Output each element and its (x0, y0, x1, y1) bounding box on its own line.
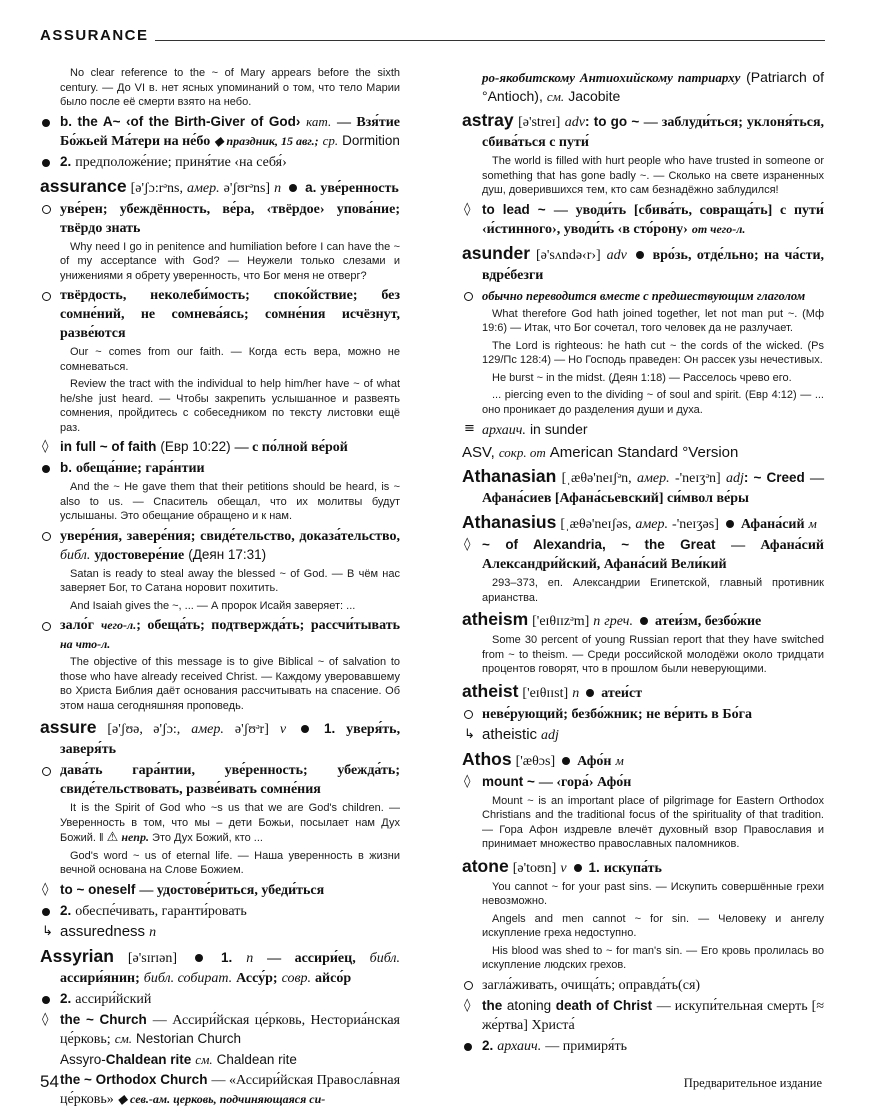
circle-icon (42, 286, 56, 304)
derivative-word[interactable]: atheistic (482, 725, 538, 743)
page-number: 54 (40, 1072, 59, 1091)
subsense-text: удостовере́ние (94, 547, 185, 563)
pronunciation: [ə'sʌndə‹r›] (535, 247, 601, 263)
idiom-phrase: the ~ Orthodox Church (60, 1071, 208, 1087)
example-text: Это Дух Божий, кто ... (152, 832, 263, 844)
translation: вро́зь, отде́льно; на ча́сти, вдре́безги (482, 247, 825, 283)
derivative (462, 726, 824, 745)
pronunciation-amer: -'neɪʒᵊn] (674, 471, 721, 486)
subsense (462, 976, 824, 995)
note: 293–373, еп. Александрии Египетской, главный противник арианства. (482, 577, 824, 604)
pronunciation: [ə'ʃʊə, ə'ʃɔ:, (107, 722, 181, 737)
subsense (40, 286, 400, 343)
diamond-icon: ◊ (464, 773, 471, 789)
bullet-icon (195, 954, 203, 962)
example-text: It is the Spirit of God who ~s us that we are God's children. — Уверенность в том, что мы – дети Божьи, посылает нам Дух Божий. ‖ (60, 802, 400, 844)
circle-icon (464, 976, 478, 994)
idiom (462, 536, 824, 574)
part-of-speech: adj (541, 727, 559, 743)
idiom (40, 1011, 400, 1049)
headword: atheism (462, 609, 529, 629)
bullet-icon (640, 617, 648, 625)
label: на что-л. (60, 637, 111, 651)
cross-ref-dormition[interactable]: Dormition (342, 132, 400, 148)
sense-number: 1. (323, 721, 336, 736)
headword: asunder (462, 242, 531, 263)
bullet-icon (726, 520, 734, 528)
label-amer: амер. (636, 471, 670, 486)
idiom-phrase: atoning (506, 997, 552, 1013)
circle-icon (464, 705, 478, 723)
bullet-icon (301, 725, 309, 733)
headword: assure (40, 717, 97, 737)
headword: ASV, (462, 444, 495, 461)
translation: уверя́ть, заверя́ть (60, 722, 401, 757)
bullet-icon (42, 153, 56, 171)
entry-assurance (40, 177, 400, 714)
pronunciation-amer: ə'ʃʊᵊr] (234, 722, 269, 737)
translation: обеспе́чивать, гаранти́ровать (75, 903, 247, 919)
translation: — Афана́сиев [Афана́сьевский] си́мвол ве́ры (482, 471, 825, 506)
headword: Assyrian (40, 945, 114, 966)
diamond-icon: ◊ (464, 537, 471, 552)
idiom (462, 201, 824, 239)
subsense-text: неве́рующий; безбо́жник; не ве́рить в Бо́га (482, 706, 752, 722)
example: And the ~ He gave them that their petitions should be heard, is ~ also to us. — Спаситель обещал, что их молитвы будут услышаны. Это обещание обращено и к нам. (60, 481, 400, 522)
example: Angels and men cannot ~ for sin. — Человеку и ангелу искупление греха недоступно. (482, 912, 824, 939)
derivative-arrow-icon: ↳ (464, 726, 475, 742)
sense-b (40, 459, 400, 478)
idiom-phrase: in full ~ of faith (60, 439, 157, 454)
subsense (40, 761, 400, 799)
bullet-icon (562, 757, 570, 765)
translation: — Афана́сий Александри́йский, Афана́сий Вели́кий (482, 538, 824, 572)
bullet-icon (574, 864, 582, 872)
idiom-phrase: death of Christ (555, 997, 653, 1013)
sense-number: 2. (60, 990, 72, 1006)
part-of-speech: n (246, 950, 254, 966)
idiom (462, 997, 824, 1035)
label-modern: совр. (281, 970, 312, 986)
circle-icon (42, 527, 56, 545)
warning-triangle-icon: ⚠ (106, 830, 119, 845)
note: от чего-л. (691, 221, 746, 236)
example: The objective of this message is to give Biblical ~ of salvation to those who have already received Christ. — Каждому уверовавшему во Христа Библия даёт основания рассчитывать на спасение. Об этом наша сегодняшняя проповедь. (60, 656, 400, 712)
label-archaic: архаич. (497, 1038, 542, 1054)
pronunciation: ['eɪθɪɪst] (522, 685, 569, 701)
bullet-icon (42, 113, 56, 131)
translation: — искупи́тельная смерть [≈ же́ртва] Христа́ (482, 998, 825, 1033)
cross-ref-american-standard-version[interactable]: American Standard °Version (549, 444, 739, 461)
example: He burst ~ in the midst. (Деян 1:18) — Расселось чрево его. (492, 371, 792, 384)
sense-2 (462, 1037, 824, 1056)
example: You cannot ~ for your past sins. — Искупить совершённые грехи невозможно. (482, 880, 824, 907)
subsense-text: увере́ния, завере́ния; свиде́тельство, доказа́тельство, (60, 528, 400, 544)
synonym (462, 420, 824, 440)
translation: уве́ренность (320, 180, 399, 196)
sense-phrase: b. the A~ ‹of the Birth-Giver of God› (60, 113, 301, 129)
headword: assurance (40, 175, 127, 196)
translation: ассири́янин; (60, 970, 140, 986)
diamond-icon: ◊ (42, 439, 49, 454)
subsense-text: загла́живать, очища́ть; оправда́ть(ся) (482, 977, 701, 993)
translation: Афана́сий (740, 517, 805, 532)
translation: атеи́зм, безбо́жие (654, 614, 762, 629)
subsense-text: уве́рен; убеждённость, ве́ра, ‹твёрдое› упова́ние; твёрдо знать (60, 201, 400, 236)
entry-atheism (462, 610, 824, 677)
idiom-phrase: to ~ oneself (60, 881, 136, 897)
sense-number: 2. (482, 1037, 494, 1053)
example: The Lord is righteous: he hath cut ~ the cords of the wicked. (Ps 129/Пс 128:4) — Но Господь праведен: Он рассек узы нечестивых. (482, 339, 824, 366)
translation: — удостове́риться, убеди́ться (139, 882, 325, 898)
note: ◆ сев.-ам. церковь, подчиняющаяся си- (117, 1091, 326, 1106)
subsense-text: дава́ть гара́нтии, уве́ренность; убежда́ть; свиде́тельствовать, разве́ивать сомне́ния (60, 763, 400, 797)
example: And Isaiah gives the ~, ... — А пророк Исайя заверяет: ... (70, 599, 356, 612)
headword: atheist (462, 680, 519, 701)
translation: — ‹гора́› Афо́н (538, 774, 632, 790)
synonym-word: in sunder (529, 421, 588, 437)
bullet-icon (636, 251, 644, 259)
label-archaic: архаич. (482, 423, 526, 438)
idiom (40, 881, 400, 900)
entry-asunder (462, 244, 824, 441)
circle-icon (42, 200, 56, 218)
derivative-arrow-icon: ↳ (42, 923, 53, 939)
entry-atone (462, 857, 824, 1056)
edition-label: Предварительное издание (683, 1076, 822, 1090)
headword: Athanasian (462, 466, 557, 486)
sense-number: 1. (220, 949, 233, 965)
idiom (40, 1051, 400, 1069)
example: The world is filled with hurt people who have trusted in someone or something that has gone badly ~. — Сколько на свете израненных душ, доверившихся тем, кто сам безнадёжно заблудился! (482, 155, 824, 196)
entry-asv (462, 444, 824, 462)
label-bibl: библ. (60, 547, 91, 563)
bullet-icon (42, 990, 56, 1008)
idiom-phrase: the (482, 997, 503, 1013)
part-of-speech: adv (606, 247, 627, 263)
usage-note (462, 287, 824, 305)
bullet-icon (586, 689, 594, 697)
entry-assyrian (40, 947, 400, 1109)
example: Our ~ comes from our faith. — Когда есть вера, можно не сомневаться. (60, 346, 400, 373)
entry-atheist (462, 682, 824, 745)
phrase: : to go ~ (584, 114, 640, 129)
translation: предположе́ние; приня́тие ‹на себя́› (75, 154, 287, 170)
translation: — Взя́тие Бо́жьей Ма́тери на не́бо (60, 114, 401, 149)
idiom (462, 773, 824, 792)
sense-label: a. (305, 179, 317, 195)
label: чего-л. (100, 618, 137, 632)
subsense (462, 705, 824, 724)
label-amer: амер. (186, 180, 220, 196)
pronunciation: ['eɪθɪɪzᵊm] (532, 614, 590, 629)
continuation-jacobite (462, 68, 824, 106)
headword: astray (462, 110, 514, 130)
gloss: (Patriarch of °Antioch), (482, 69, 824, 104)
example: What therefore God hath joined together, let not man put ~. (Мф 19:6) — Итак, что Бог сочетал, того человек да не разлучает. (482, 307, 824, 334)
example: Why need I go in penitence and humiliation before I can have the ~ of my acceptance with God? — Неужели только слезами и унижениями я обрету уверенность, что Бог меня не отверг? (60, 240, 400, 282)
translation: Афо́н (577, 753, 612, 769)
example: Some 30 percent of young Russian report that they have switched from ~ to theism. — Среди российской молодёжи около тридцати процентов говорят, что в прошлом были неверующими. (482, 634, 824, 675)
idiom-phrase: to lead ~ (482, 201, 546, 217)
pronunciation: [ə'ʃɔ:rᵊns, (130, 180, 183, 196)
pronunciation: [ə'sɪrɪən] (127, 950, 178, 966)
cross-ref-chaldean-rite[interactable]: Chaldean rite (216, 1051, 297, 1067)
subsense-text: зало́г (60, 618, 94, 633)
diamond-icon: ◊ (42, 881, 49, 897)
translation: — «Ассири́йская Правосла́вная це́рковь» (60, 1072, 401, 1107)
bullet-icon (289, 184, 297, 192)
equivalence-icon: ≡ (464, 421, 475, 436)
idiom-phrase: the ~ Church (60, 1011, 147, 1027)
part-of-speech: adv (564, 115, 585, 130)
label-bibl: библ. (369, 950, 401, 966)
part-of-speech: n (593, 614, 601, 629)
translation: айсо́р (315, 970, 352, 986)
sense-b-assumption (40, 113, 400, 151)
idiom-phrase: mount ~ (482, 773, 535, 789)
idiom (40, 1071, 400, 1109)
circle-icon (42, 616, 56, 634)
right-column (462, 66, 824, 1060)
headword: Athanasius (462, 512, 557, 532)
left-column (40, 62, 400, 1113)
idiom-prefix: Assyro- (60, 1051, 106, 1067)
label-abbr: сокр. от (498, 445, 546, 460)
circle-icon (464, 287, 478, 305)
subsense (40, 200, 400, 238)
sense-number: 2. (60, 153, 72, 169)
diamond-icon: ◊ (464, 201, 471, 217)
sense-number: 1. (588, 859, 600, 875)
sense-2 (40, 153, 400, 172)
sense-2 (40, 990, 400, 1009)
diamond-icon: ◊ (42, 1011, 49, 1027)
example (40, 801, 400, 846)
diamond-icon: ◊ (464, 997, 471, 1013)
gender-label: м (615, 752, 624, 768)
label-cf: ср. (322, 132, 339, 148)
translation: атеи́ст (601, 685, 643, 701)
translation: — примиря́ть (545, 1038, 627, 1054)
subsense-text: ; обеща́ть; подтвержда́ть; рассчи́тывать (136, 618, 400, 633)
bullet-icon (464, 1037, 478, 1055)
idiom (40, 438, 400, 457)
cross-ref-nestorian-church[interactable]: Nestorian Church (136, 1030, 242, 1046)
translation: Ассу́р; (236, 970, 278, 986)
translation: — уводи́ть [сбива́ть, совраща́ть] с пути́ ‹и́стинного›, уводи́ть ‹в сто́рону› (482, 202, 825, 237)
subsense (40, 616, 400, 653)
pronunciation: [ə'streɪ] (518, 115, 561, 130)
bullet-icon (42, 459, 56, 477)
bible-ref: (Деян 17:31) (188, 546, 267, 562)
translation: — Ассири́йская це́рковь, Несториа́нская це́рковь; (60, 1012, 400, 1047)
part-of-speech: n (274, 180, 282, 196)
derivative-word[interactable]: assuredness (60, 922, 146, 940)
label-see: см. (114, 1030, 133, 1046)
pronunciation: [ə'toʊn] (512, 860, 557, 876)
bullet-icon (42, 902, 56, 920)
part-of-speech: v (279, 722, 287, 737)
label-see: см. (195, 1051, 213, 1067)
example: His blood was shed to ~ for man's sin. — Его кровь пролилась во искупление людских грехов. (482, 944, 824, 971)
note: ро-якобитскому Антиохийскому патриарху (482, 70, 741, 85)
sense-2 (40, 902, 400, 921)
translation: искупа́ть (603, 860, 662, 876)
example: ... piercing even to the dividing ~ of soul and spirit. (Евр 4:12) — ... оно проникает до разделения души и духа. (482, 389, 824, 416)
note: обычно переводится вместе с предшествующим глаголом (482, 288, 806, 303)
example-mary: No clear reference to the ~ of Mary appears before the sixth century. — До VI в. нет ясных упоминаний о том, что тело Марии было после её смерти взято на небо. (60, 67, 400, 108)
label-kat: кат. (306, 113, 332, 129)
running-head-title: ASSURANCE (40, 27, 149, 44)
pronunciation-amer: ə'ʃʊrᵊns] (223, 180, 271, 196)
phrase: : ~ Creed (743, 470, 805, 485)
cross-ref-jacobite[interactable]: Jacobite (568, 88, 621, 104)
circle-icon (42, 761, 56, 779)
label-bibl-collective: библ. собират. (143, 970, 233, 986)
label-amer: амер. (191, 722, 224, 737)
pronunciation-amer: -'neɪʒəs] (672, 517, 719, 532)
pronunciation: [ˌæθə'neɪʃəs, (560, 517, 632, 532)
entry-athos (462, 750, 824, 852)
part-of-speech: n (572, 685, 580, 701)
example: Mount ~ is an important place of pilgrimage for Eastern Orthodox Christians and the traditional focus of the spirituality of that tradition. — Гора Афон издревле влечёт духовный взор Православия и принимает множество православных паломников. (482, 794, 824, 850)
running-head-rule (155, 40, 825, 41)
part-of-speech: n (149, 924, 157, 940)
translation: — с по́лной ве́рой (234, 440, 348, 455)
part-of-speech: v (560, 860, 567, 876)
translation: обеща́ние; гара́нтии (76, 461, 205, 476)
sense-number: 2. (60, 902, 72, 918)
entry-athanasian (462, 467, 824, 508)
example: God's word ~ us of eternal life. — Наша уверенность в жизни вечной основана на Слове Божием. (60, 849, 400, 876)
derivative (40, 923, 400, 942)
translation: — ассири́ец, (267, 950, 356, 966)
example: Satan is ready to steal away the blessed ~ of God. — В чём нас заверяет Бог, то Сатана норовит похитить. (60, 567, 400, 594)
translation: — заблуди́ться; уклоня́ться, сбива́ться с пути́ (482, 115, 825, 150)
pronunciation: [ˌæθə'neɪʃᵊn, (561, 471, 632, 486)
bible-ref: (Евр 10:22) (160, 439, 231, 454)
idiom-phrase: Chaldean rite (105, 1051, 192, 1067)
note: ◆ праздник, 15 авг.; (214, 133, 319, 148)
entry-astray (462, 111, 824, 239)
label-amer: амер. (635, 517, 669, 532)
headword: Athos (462, 748, 512, 769)
example: Review the tract with the individual to help him/her have ~ of what he/she just heard. — Чтобы закрепить услышанное и развеять сомнения, пройдитесь с собеседником по тексту листовки ещё раз. (60, 378, 400, 434)
entry-assure (40, 718, 400, 942)
sense-label: b. (60, 460, 72, 475)
part-of-speech: adj (726, 471, 744, 486)
idiom-phrase: ~ of Alexandria, ~ the Great (482, 537, 716, 552)
running-head (40, 22, 825, 44)
gender-label: м (808, 516, 817, 531)
label-origin: греч. (604, 614, 633, 629)
entry-athanasius (462, 513, 824, 605)
label-incorrect: непр. (121, 830, 149, 844)
translation: ассири́йский (75, 991, 152, 1007)
pronunciation: ['æθɔs] (515, 753, 556, 769)
subsense (40, 527, 400, 565)
label-see: см. (546, 89, 565, 104)
subsense-text: твёрдость, неколеби́мость; споко́йствие; без сомне́ний, не сомнева́ясь; сомне́ния исчёзнут, разве́ются (60, 288, 400, 341)
headword: atone (462, 855, 509, 876)
